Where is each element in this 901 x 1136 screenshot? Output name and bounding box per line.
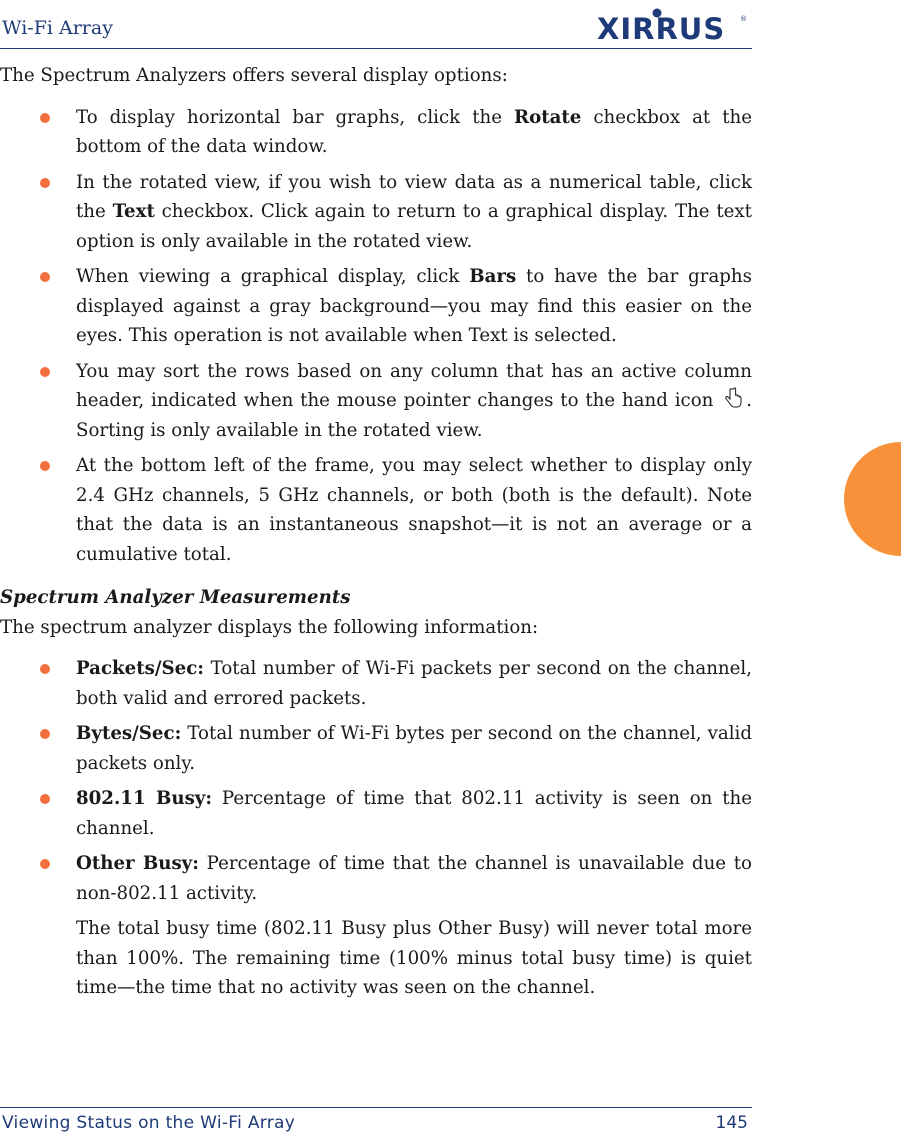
chapter-tab-marker [844, 442, 901, 556]
bullet-icon [40, 178, 50, 188]
footer-rule [0, 1107, 752, 1108]
bullet-icon [40, 729, 50, 739]
list-item: Other Busy: Percentage of time that the channel is unavailable due to non-802.11 activity. [0, 849, 752, 908]
section-intro: The spectrum analyzer displays the following information: [0, 616, 539, 638]
bullet-icon [40, 367, 50, 377]
bullet-icon [40, 794, 50, 804]
bullet-icon [40, 113, 50, 123]
intro-paragraph: The Spectrum Analyzers offers several display options: [0, 65, 508, 86]
section-heading: Spectrum Analyzer Measurements [0, 587, 351, 608]
page-number: 145 [715, 1113, 748, 1133]
list-item: To display horizontal bar graphs, click the Rotate checkbox at the bottom of the data window. [0, 103, 752, 162]
busy-time-note: The total busy time (802.11 Busy plus Other Busy) will never total more than 100%. The remaining time (100% minus total busy time) is quiet time—the time that no activity was seen on the channel. [76, 918, 752, 998]
header-rule [0, 48, 752, 49]
bullet-icon [40, 461, 50, 471]
list-item: In the rotated view, if you wish to view data as a numerical table, click the Text checkbox. Click again to return to a graphical display. The text option is only available in the rotated view. [0, 168, 752, 257]
list-item: Packets/Sec: Total number of Wi-Fi packets per second on the channel, both valid and errored packets. [0, 654, 752, 713]
bullet-icon [40, 664, 50, 674]
logo-wordmark: XIRRUS [597, 12, 726, 42]
page-body [0, 61, 752, 1003]
bullet-icon [40, 859, 50, 869]
list-item: At the bottom left of the frame, you may select whether to display only 2.4 GHz channels, 5 GHz channels, or both (both is the default). Note that the data is an instantaneous snapshot—it is not an average or a cumulative total. [0, 451, 752, 569]
measurements-list [0, 654, 752, 908]
svg-text:®: ® [740, 15, 747, 23]
bullet-icon [40, 272, 50, 282]
list-item: Bytes/Sec: Total number of Wi-Fi bytes per second on the channel, valid packets only. [0, 719, 752, 778]
list-item: 802.11 Busy: Percentage of time that 802.11 activity is seen on the channel. [0, 784, 752, 843]
list-item: You may sort the rows based on any column that has an active column header, indicated when the mouse pointer changes to the hand icon . Sorting is only available in the rotated view. [0, 357, 752, 446]
hand-pointer-icon [722, 387, 744, 409]
xirrus-logo [597, 8, 747, 42]
display-options-list [0, 103, 752, 570]
list-item: When viewing a graphical display, click Bars to have the bar graphs displayed against a gray background—you may find this easier on the eyes. This operation is not available when Text is selected. [0, 262, 752, 351]
running-header-title: Wi-Fi Array [2, 17, 113, 39]
footer-section-name: Viewing Status on the Wi-Fi Array [2, 1113, 296, 1133]
